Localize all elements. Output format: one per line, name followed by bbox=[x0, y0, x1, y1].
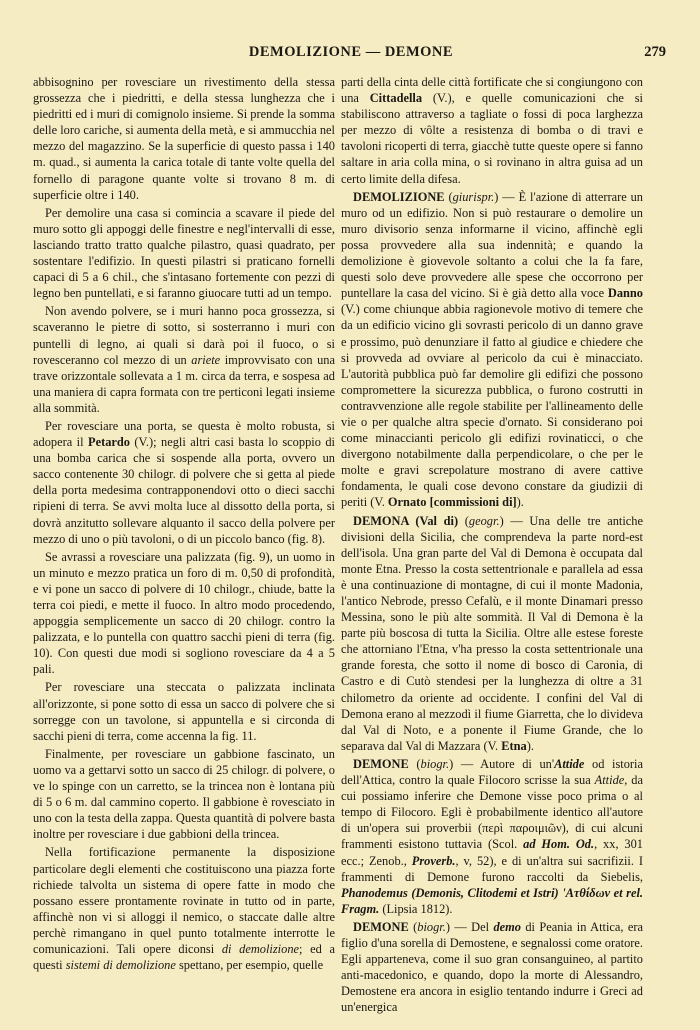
entry-subject-tag: biogr. bbox=[420, 756, 450, 771]
page-number: 279 bbox=[644, 44, 666, 60]
text-run: — Autore di un' bbox=[453, 756, 555, 771]
paragraph: Per rovesciare una steccata o palizzata inclinata all'orizzonte, si pone sotto di essa un sacco di polvere che si sorregge con un tavolone, si appuntella e si circonda di sacchi pieni di terra, come accenna la fig. 11. bbox=[33, 680, 335, 743]
text-run: — Una delle tre antiche divisioni della Sicilia, che comprendeva la parte nord-est dell'isola. Una gran parte del Val di Demona è occupata dal monte Etna. Presso la costa settentrionale e parallela ad essa è una continuazione di montagne, di cui il monte Madonia, l'antico Nebrode, presso Cefalù, e il monte Dinamari presso Messina, sono le più alte sommità. Il Val di Demona è la parte più boscosa di tutta la Sicilia. Oltre alle estese foreste che attorniano l'Etna, v'ha presso la costa settentrionale una grande foresta, che sotto il nome di bosco di Caronia, di Castro e di Cutò stendesi per la lunghezza di oltre a 31 chilometro da oriente ad occidente. I confini del Val di Demona erano al mezzodì il fiume Giarretta, che lo divideva dal Val di Noto, e a ponente il Fiume Grande, che lo separava dal Val di Mazzara (V. bbox=[341, 513, 643, 753]
citation: Phanodemus (Demonis, Clitodemi et Istri) 'Ατθίδων et rel. Fragm. bbox=[341, 885, 643, 916]
text-run: (V.), e quelle comunicazioni che si stabiliscono attraverso a tagliate o fossi di poca larghezza per mezzo di vôlte a resistenza di bomba o di travi e tavoloni ricoperti di terra, giacchè tutte queste opere si fanno saltare in aria colla mina, o si rovinano in altra guisa ad un certo limite della difesa. bbox=[341, 91, 643, 186]
text-run: improvvisato con una trave orizzontale sollevata a 1 m. circa da terra, e sospesa ad una maniera di capra formata con tre perticoni legati insieme alla sommità. bbox=[33, 352, 335, 415]
left-column bbox=[33, 74, 335, 975]
entry-headword: DEMOLIZIONE bbox=[353, 189, 445, 204]
entry-headword: DEMONE bbox=[353, 756, 409, 771]
text-run: (Lipsia 1812). bbox=[379, 901, 453, 916]
entry-demone-2: DEMONE (biogr.) — Del demo di Peania in Attica, era figlio d'una sorella di Demostene, e segnalossi come oratore. Egli apparteneva, come il suo gran consanguineo, al partito anti-macedonico, e quando, dopo la morte di Alessandro, Demostene era ancora in esiglio tentando indurre i Greci ad un'energica bbox=[341, 919, 643, 1015]
paragraph bbox=[33, 844, 335, 973]
cross-reference-cittadella: Cittadella bbox=[369, 91, 423, 106]
entry-demone-1: DEMONE (biogr.) — Autore di un'Attide od istoria dell'Attica, contro la quale Filocoro scrisse la sua Attide, da cui possiamo inferire che Demone visse poco prima o al tempo di Filocoro. Egli è probabilmente identico all'autore di un'opera sui proverbii (περὶ παροιμιῶν), di cui alcuni frammenti esistono tuttavia (Scol. ad Hom. Od., xx, 301 ecc.; Zenob., Proverb., v, 52), e di un'altra sui sacrifizii. I frammenti di Demone furono raccolti da Siebelis, Phanodemus (Demonis, Clitodemi et Istri) 'Ατθίδων et rel. Fragm. (Lipsia 1812). bbox=[341, 756, 644, 916]
text-run: (V.); negli altri casi basta lo scoppio di una bomba carica che si sospende alla porta, ovvero un sacco contenente 30 chilogr. di polvere che si getta al piede della porta medesima contrapponendovi otto o dieci sacchi ripieni di terra. Se avvi molta luce al dissotto della porta, si dovrà anzitutto sollevare alquanto il sacco della polvere per mezzo di uno o più tavoloni, o di un piccolo banco (fig. 8). bbox=[33, 435, 335, 546]
running-header bbox=[36, 44, 666, 64]
text-run: (V.) come chiunque abbia ragionevole motivo di temere che da un edificio vicino gli sovrasti pericolo di un danno grave e prossimo, può denunziare il fatto al giudice e chiedere che si provveda ad ovviare al pericolo da cui è minacciato. L'autorità pubblica può far demolire gli edifizi che possono compromettere la sicurezza pubblica, o furono costrutti in contravvenzione alle regole stabilite per l'allineamento delle vie o per qualche altra specie d'ornato. Si considerano poi come minaccianti pericolo gli edifizi rovinaticci, o che divergono notabilmente dalla perpendicolare, o che per le molte e gravi screpolature mostrano di avere cattive fondamenta, le quali cose devono constare da giudizii di periti (V. bbox=[341, 302, 643, 510]
right-column bbox=[341, 74, 643, 1017]
text-run: Per rovesciare una porta, se questa è molto robusta, si adopera il bbox=[33, 418, 335, 450]
text-run: spettano, per esempio, quelle bbox=[175, 958, 324, 973]
title-attide: Attide bbox=[554, 756, 585, 771]
text-run: ). bbox=[516, 495, 524, 510]
text-run: ; ed a questi bbox=[33, 941, 335, 973]
entry-subject-tag: biogr. bbox=[417, 919, 446, 934]
text-run: di Peania in Attica, era figlio d'una sorella di Demostene, e segnalossi come oratore. Egli apparteneva, come il suo gran consanguineo, al partito anti-macedonico, e quando, dopo la morte di Alessandro, Demostene era ancora in esiglio tentando indurre i Greci ad un'energica bbox=[341, 919, 643, 1015]
term-di-demolizione: di demolizione bbox=[221, 941, 300, 956]
running-title: DEMOLIZIONE — DEMONE bbox=[248, 44, 454, 60]
text-run: — Del bbox=[450, 919, 494, 934]
text-run: Nella fortificazione permanente la disposizione particolare degli elementi che costituiscono una piazza forte richiede talvolta un sistema di opere fatte in modo che possano essere prontamente rovinate in tutto od in parte, affinchè non vi si alloggi il nemico, o staccate dalle altre perchè rimangano in quel punto totalmente interrotte le comunicazioni. Tali opere diconsi bbox=[33, 845, 335, 956]
entry-subject-tag: giurispr. bbox=[452, 189, 495, 204]
paragraph bbox=[33, 303, 335, 416]
paragraph bbox=[341, 74, 643, 187]
paragraph: abbisognino per rovesciare un rivestimento della stessa grossezza che i piedritti, e della stessa lunghezza che i piedritti ed i muri di comignolo insieme. Si prende la somma delle loro cariche, si aumenta della metà, e si ammucchia nel mezzo del magazzino. Se la superficie di questo passa i 140 m. quad., si aumenta la carica totale di tante volte quella del fornello di paragone quante volte si trovano 8 m. di superficie oltre i 140. bbox=[33, 75, 335, 202]
text-run: — È l'azione di atterrare un muro od un edifizio. Non si può restaurare o demolire un muro divisorio senza informarne il vicino, affinchè egli possa provvedere alla sua indennità; e quando la demolizione è giovevole soltanto a colui che la fa fare, questi solo deve provvedere alle spese che occorrono per puntellare la casa del vicino. Si è già detto alla voce bbox=[341, 189, 643, 301]
term-sistemi-di-demolizione: sistemi di demolizione bbox=[65, 958, 176, 973]
entry-headword: DEMONE bbox=[353, 919, 409, 934]
title-attide: Attide bbox=[594, 773, 625, 788]
paragraph: Finalmente, per rovesciare un gabbione fascinato, un uomo va a gettarvi sotto un sacco di 25 chilogr. di polvere, o ve lo spinge con un carretto, se la trincea non è lontana più di 5 o 6 m. dal cammino coperto. Il gabbione è rovesciato in uno con la testa della zappa. Questa quantità di polvere basta inoltre per rovesciare i due gabbioni della trincea. bbox=[33, 746, 335, 842]
entry-subject-tag: geogr. bbox=[468, 513, 500, 528]
term-ariete: ariete bbox=[191, 352, 221, 367]
text-run: , xx, 301 ecc.; Zenob., bbox=[341, 837, 643, 868]
text-run: od istoria dell'Attica, contro la quale Filocoro scrisse la sua bbox=[341, 756, 643, 788]
entry-headword: DEMONA (Val di) bbox=[353, 513, 459, 528]
cross-reference-etna: Etna bbox=[501, 738, 527, 753]
entry-demona: DEMONA (Val di) (geogr.) — Una delle tre antiche divisioni della Sicilia, che comprendeva la parte nord-est dell'isola. Una gran parte del Val di Demona è occupata dal monte Etna. Presso la costa settentrionale e parallela ad essa è una continuazione di montagne, di cui il monte Madonia, l'antico Nebrode, presso Cefalù, e il monte Dinamari presso Messina, sono le più alte sommità. Il Val di Demona è la parte più boscosa di tutta la Sicilia. Oltre alle estese foreste che attorniano l'Etna, v'ha presso la costa settentrionale una grande foresta, che sotto il nome di bosco di Caronia, di Castro e di Cutò stendesi per la lunghezza di oltre a 31 chilometro da oriente ad occidente. I confini del Val di Demona erano al mezzodì il fiume Giarretta, che lo divideva dal Val di Noto, e a ponente il Fiume Grande, che lo separava dal Val di Mazzara (V. Etna). bbox=[341, 513, 643, 753]
text-run: parti della cinta delle città fortificate che si congiungono con una bbox=[341, 75, 643, 106]
term-demo: demo bbox=[493, 919, 521, 934]
cross-reference-ornato: Ornato [commissioni di] bbox=[387, 495, 517, 510]
citation: Proverb. bbox=[411, 853, 456, 868]
text-run: ). bbox=[526, 738, 534, 753]
text-run: Non avendo polvere, se i muri hanno poca grossezza, si scaveranno le pietre di sotto, si sosterranno i muri con puntelli di legno, ai quali si darà poi il fuoco, o si rovesceranno col mezzo di un bbox=[33, 304, 335, 367]
entry-demolizione: DEMOLIZIONE (giurispr.) — È l'azione di atterrare un muro od un edifizio. Non si può restaurare o demolire un muro divisorio senza informarne il vicino, affinchè egli possa provvedere alla sua indennità; e quando la demolizione è giovevole soltanto a colui che la fa fare, questi solo deve provvedere alle spese che occorrono per puntellare la casa del vicino. Si è già detto alla voce Danno (V.) come chiunque abbia ragionevole motivo di temere che da un edificio vicino gli sovrasti pericolo di un danno grave e prossimo, può denunziare il fatto al giudice e chiedere che si provveda ad ovviare al pericolo da cui è minacciato. L'autorità pubblica può far demolire gli edifizi che possono compromettere la sicurezza pubblica, o furono costrutti in contravvenzione alle regole stabilite per l'allineamento delle vie o per qualche altra specie d'ornato. Si considerano poi come minaccianti pericolo gli edifizi rovinaticci, o che divergono notabilmente dalla perpendicolare, o che per le molte e gravi screpolature mostrano di avere cattive fondamenta, le quali cose devono constare da giudizii di periti (V. Ornato [commissioni di]). bbox=[341, 189, 643, 510]
citation: ad Hom. Od. bbox=[523, 837, 595, 852]
text-run: , v, 52), e di un'altra sui sacrifizii. I frammenti di Demone furono raccolti da Siebelis, bbox=[341, 853, 644, 884]
cross-reference-petardo: Petardo bbox=[88, 435, 130, 450]
paragraph: Per demolire una casa si comincia a scavare il piede del muro sotto gli appoggi delle finestre e negl'intervalli di esse, lasciando tratto tratto qualche pilastro, quasi quadrato, per sostentare l'edifizio. In questi pilastri si praticano fornelli capaci di 5 a 6 chil., che s'intasano fortemente con pezzi di legno ben puntellati, e si faranno giuocare tutti ad un tempo. bbox=[33, 205, 335, 301]
text-run: , da cui possiamo inferire che Demone visse poco prima o al tempo di Filocoro. Egli è probabilmente identico all'autore di un'opera sui proverbii (περὶ παροιμιῶν), di cui alcuni frammenti esistono tuttavia (Scol. bbox=[341, 773, 644, 852]
paragraph: Se avrassi a rovesciare una palizzata (fig. 9), un uomo in un minuto e mezzo pratica un foro di m. 0,50 di profondità, e vi pone un sacco di polvere di 10 chilogr., chiude, batte la terra coi piedi, e mette il fuoco. In altro modo procedendo, appoggia semplicemente un sacco di 20 chilogr. contro la palizzata, e lo puntella con quattro sacchi pieni di terra (fig. 10). Con questi due modi si sogliono rovesciare da 4 a 5 pali. bbox=[33, 549, 335, 677]
cross-reference-danno: Danno bbox=[607, 286, 643, 301]
paragraph bbox=[33, 418, 335, 547]
